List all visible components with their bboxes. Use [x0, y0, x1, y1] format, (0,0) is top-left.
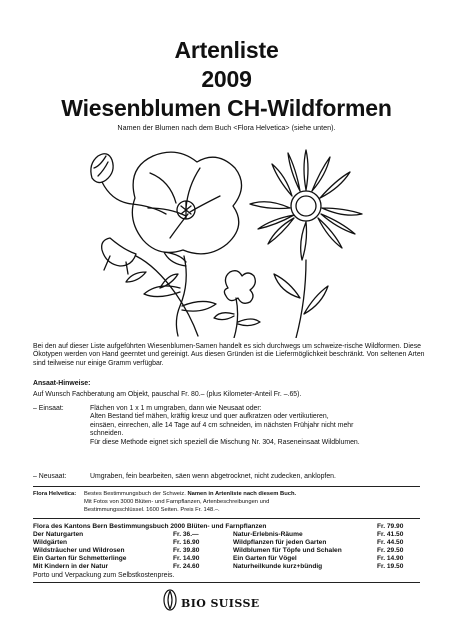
wildflower-drawing-icon — [80, 138, 375, 338]
book-price: Fr. 41.50 — [377, 531, 404, 538]
flora-helvetica-line: Bestimmungsschlüssel. 1600 Seiten. Preis Fr. 148.–. — [84, 506, 220, 513]
flora-helvetica-text — [84, 491, 424, 514]
book-title: Naturheilkunde kurz+bündig — [233, 563, 323, 570]
book-price: Fr. 16.90 — [173, 539, 200, 546]
neusaat-text: Umgraben, fein bearbeiten, säen wenn abgetrocknet, nicht zudecken, anklopfen. — [90, 473, 336, 480]
flora-helvetica-note: Namen in Artenliste nach diesem Buch — [187, 491, 295, 497]
book-price: Fr. 79.90 — [377, 523, 404, 530]
book-price: Fr. 14.90 — [173, 555, 200, 562]
title-line-2: 2009 — [201, 66, 252, 92]
flora-helvetica-line: Mit Fotos von 3000 Blüten- und Farnpflanzen, Artenbeschreibungen und — [84, 498, 270, 505]
einsaat-line: Alten Bestand tief mähen, kräftig kreuz und quer aufkratzen oder vertikutieren, — [90, 413, 329, 421]
book-title: Ein Garten für Schmetterlinge — [33, 555, 127, 562]
bio-suisse-logo-text: BIO SUISSE — [181, 597, 260, 610]
title-line-3: Wiesenblumen CH-Wildformen — [61, 95, 392, 121]
einsaat-label: – Einsaat: — [33, 405, 64, 412]
neusaat-label: – Neusaat: — [33, 473, 67, 480]
flora-helvetica-desc: Bestes Bestimmungsbuch der Schweiz. — [84, 491, 186, 497]
einsaat-line: Flächen von 1 x 1 m umgraben, dann wie Neusaat oder: — [90, 405, 262, 412]
flora-helvetica-label: Flora Helvetica: — [33, 491, 77, 497]
flora-helvetica-period: . — [294, 491, 297, 497]
book-title: Der Naturgarten — [33, 531, 84, 538]
book-price: Fr. 39.80 — [173, 547, 200, 554]
book-title: Ein Garten für Vögel — [233, 555, 297, 562]
hints-consulting: Auf Wunsch Fachberatung am Objekt, pauschal Fr. 80.– (plus Kilometer-Anteil Fr. –.65). — [33, 391, 302, 398]
einsaat-line: Für diese Methode eignet sich speziell die Mischung Nr. 304, Raseneinsaat Wildblumen. — [90, 438, 360, 446]
book-title: Wildgärten — [33, 539, 68, 546]
divider — [33, 486, 420, 487]
intro-text: Bei den auf dieser Liste aufgeführten Wiesenblumen-Samen handelt es sich durchwegs um schweize-rische Wildformen. Diese Ökotypen werden von Hand geerntet und gereinigt. Aus diesen Gründen ist die Liefermöglichkeit beschränkt. Von seltenen Arten sind teilweise nur einige Gramm verfügbar. — [33, 343, 425, 367]
title-line-1: Artenliste — [174, 37, 279, 63]
book-price: Fr. 36.— — [173, 531, 199, 538]
divider — [33, 582, 420, 583]
book-price: Fr. 19.50 — [377, 563, 404, 570]
book-price: Fr. 24.60 — [173, 563, 200, 570]
hints-heading: Ansaat-Hinweise: — [33, 380, 91, 387]
einsaat-line: schneiden. — [90, 430, 124, 438]
book-price: Fr. 14.90 — [377, 555, 404, 562]
book-price: Fr. 29.50 — [377, 547, 404, 554]
book-title: Flora des Kantons Bern Bestimmungsbuch 2000 Blüten- und Farnpflanzen — [33, 523, 267, 530]
einsaat-text — [90, 405, 432, 447]
divider — [33, 518, 420, 519]
book-title: Wildsträucher und Wildrosen — [33, 547, 125, 554]
book-title: Mit Kindern in der Natur — [33, 563, 109, 570]
book-title: Wildblumen für Töpfe und Schalen — [233, 547, 342, 554]
subtitle: Namen der Blumen nach dem Buch <Flora Helvetica> (siehe unten). — [117, 123, 336, 132]
bio-suisse-bud-logo-icon — [162, 588, 178, 612]
book-title: Wildpflanzen für jeden Garten — [233, 539, 327, 546]
einsaat-line: einsäen, einrechen, alle 14 Tage auf 4 cm schneiden, im nächsten Frühjahr nicht mehr — [90, 421, 354, 429]
book-price: Fr. 44.50 — [377, 539, 404, 546]
book-title: Natur-Erlebnis-Räume — [233, 531, 303, 538]
porto-note: Porto und Verpackung zum Selbstkostenpreis. — [33, 572, 175, 579]
